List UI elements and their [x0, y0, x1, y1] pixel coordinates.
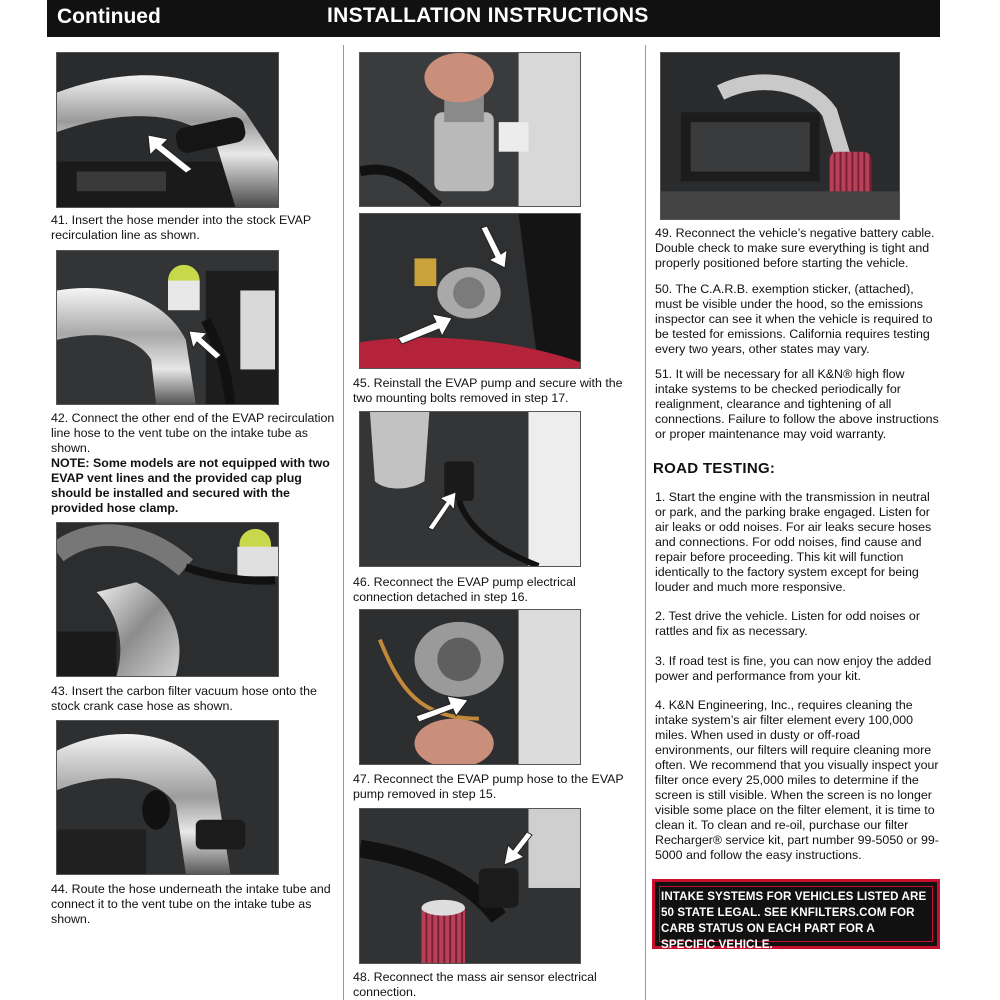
step-42-text: 42. Connect the other end of the EVAP recirculation line hose to the vent tube on the intake tube as shown.: [51, 411, 335, 455]
road-test-4: 4. K&N Engineering, Inc., requires cleaning the intake system’s air filter element every 100,000 miles. When used in dusty or off-road environments, our filters will require cleaning more often. We recommend that you visually inspect your filter once every 25,000 miles to determine if the screen is still visible. When the screen is no longer visible some place on the filter element, it is time to clean it. To clean and re-oil, purchase our filter Recharger® service kit, part number 99-5050 or 99-5000 and follow the easy instructions.: [655, 698, 939, 862]
arrow-icon: [185, 327, 225, 363]
road-test-2: 2. Test drive the vehicle. Listen for odd noises or rattles and fix as necessary.: [655, 609, 920, 638]
step-41-photo: [56, 52, 279, 208]
page-title: INSTALLATION INSTRUCTIONS: [327, 4, 649, 27]
step-46-caption: 46. Reconnect the EVAP pump electrical connection detached in step 16.: [353, 575, 576, 604]
step-42-caption: [51, 411, 336, 516]
legal-notice-text: INTAKE SYSTEMS FOR VEHICLES LISTED ARE 50 STATE LEGAL. SEE KNFILTERS.COM FOR CARB STATUS ON EACH PART FOR A SPECIFIC VEHICLE.: [661, 890, 927, 951]
arrow-icon: [475, 224, 511, 270]
road-testing-heading: ROAD TESTING:: [653, 460, 776, 477]
column-divider-right: [645, 45, 646, 1000]
arrow-icon: [396, 310, 454, 346]
arrow-icon: [496, 831, 536, 871]
arrow-icon: [424, 488, 460, 530]
step-47-caption: 47. Reconnect the EVAP pump hose to the EVAP pump removed in step 15.: [353, 772, 624, 801]
step-50-caption: 50. The C.A.R.B. exemption sticker, (attached), must be visible under the hood, so the emissions inspector can see it when the vehicle is required to be tested for emissions. California requires testing every two years, other states may vary.: [655, 282, 933, 356]
step-46-photo: [359, 411, 581, 567]
step-49-photo: [660, 52, 900, 220]
step-42-note: NOTE: Some models are not equipped with two EVAP vent lines and the provided cap plug should be installed and secured with the provided hose clamp.: [51, 456, 330, 515]
page-header: [47, 0, 940, 37]
step-45-photo-a: [359, 52, 581, 207]
step-42-photo: [56, 250, 279, 405]
step-43-caption: 43. Insert the carbon filter vacuum hose onto the stock crank case hose as shown.: [51, 684, 317, 713]
step-43-photo: [56, 522, 279, 677]
legal-notice-box: [652, 879, 940, 949]
arrow-icon: [142, 131, 198, 175]
step-51-caption: 51. It will be necessary for all K&N® high flow intake systems to be checked periodically for realignment, clearance and tightening of all connections. Failure to follow the above instructions or proper maintenance may void warranty.: [655, 367, 939, 441]
road-test-1: 1. Start the engine with the transmission in neutral or park, and the parking brake engaged. Listen for air leaks or odd noises. For air leaks secure hoses and connections. For odd noises, find cause and repair before proceeding. This kit will function identically to the factory system except for being louder and much more responsive.: [655, 490, 932, 594]
road-test-3: 3. If road test is fine, you can now enjoy the added power and performance from your kit.: [655, 654, 932, 683]
continued-label: Continued: [57, 5, 161, 28]
step-49-caption: 49. Reconnect the vehicle’s negative battery cable. Double check to make sure everything is tight and properly positioned before starting the vehicle.: [655, 226, 935, 270]
step-45-caption: 45. Reinstall the EVAP pump and secure with the two mounting bolts removed in step 17.: [353, 376, 623, 405]
step-48-caption: 48. Reconnect the mass air sensor electrical connection.: [353, 970, 597, 999]
step-44-photo: [56, 720, 279, 875]
step-48-photo: [359, 808, 581, 964]
step-44-caption: 44. Route the hose underneath the intake tube and connect it to the vent tube on the intake tube as shown.: [51, 882, 331, 926]
step-41-caption: 41. Insert the hose mender into the stock EVAP recirculation line as shown.: [51, 213, 311, 242]
arrow-icon: [414, 692, 470, 722]
step-47-photo: [359, 609, 581, 765]
column-divider-left: [343, 45, 344, 1000]
step-45-photo-b: [359, 213, 581, 369]
